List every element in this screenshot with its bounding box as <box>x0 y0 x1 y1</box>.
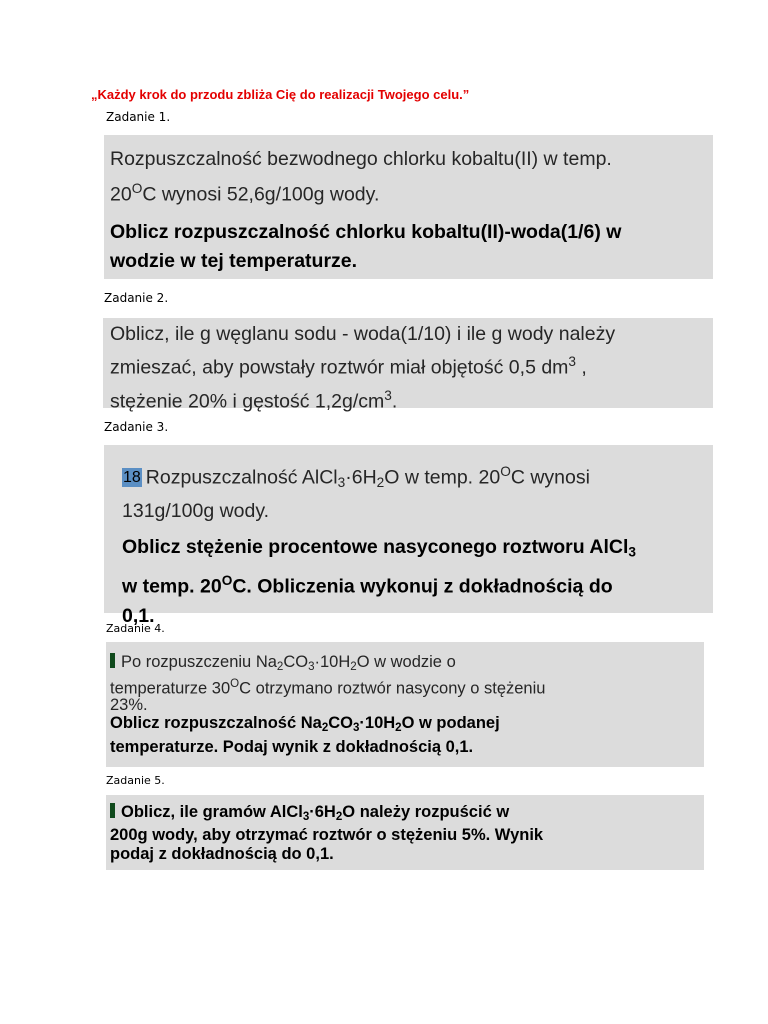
task-3-box <box>104 445 713 627</box>
task-number-badge: 18 <box>123 468 141 486</box>
task-4-question: Oblicz rozpuszczalność $Na_2CO_3\cdot 10H_2O$ w podanej temperaturze. Podaj wynik z dokładnością 0,1. <box>110 714 500 757</box>
task-3-label: Zadanie 3. <box>104 420 169 434</box>
task-1-question: Oblicz rozpuszczalność chlorku kobaltu(II)-woda(1/6) w wodzie w tej temperaturze. <box>110 220 622 272</box>
task-1-box <box>104 135 713 279</box>
task-5-label: Zadanie 5. <box>106 774 165 787</box>
task-4-box <box>106 642 704 767</box>
task-3-statement: 18 Rozpuszczalność $AlCl_3\cdot 6H_2O$ w temp. $20^OC$ wynosi 131g/100g wody. <box>122 464 590 522</box>
task-1-label: Zadanie 1. <box>106 110 171 124</box>
task-3-question: Oblicz stężenie procentowe nasyconego roztworu AlCl$_3$ w temp. $20^OC$. Obliczenia wykonuj z dokładnością do 0,1. <box>122 535 636 627</box>
motto: „Każdy krok do przodu zbliża Cię do realizacji Twojego celu.” <box>91 87 470 102</box>
task-2-box <box>103 318 713 412</box>
task-4-statement: Po rozpuszczeniu $Na_2CO_3\cdot 10H_2O$ w wodzie o temperaturze $30^OC$ otrzymano roztwór nasycony o stężeniu 23%. <box>110 653 546 715</box>
task-2-statement: Oblicz, ile g węglanu sodu - woda(1/10) i ile g wody należy zmieszać, aby powstały roztwór miał objętość 0,5 $dm^3$ , stężenie 20% i gęstość $1,2g/cm^3$. <box>110 323 616 412</box>
task-5-question: Oblicz, ile gramów $AlCl_3\cdot 6H_2O$ należy rozpuścić w 200g wody, aby otrzymać roztwór o stężeniu 5%. Wynik podaj z dokładnością do 0,1. <box>110 803 544 863</box>
task-5-box <box>106 795 704 870</box>
task-4-label: Zadanie 4. <box>106 622 165 635</box>
marker-bar <box>110 803 115 818</box>
marker-bar <box>110 653 115 668</box>
task-2-label: Zadanie 2. <box>104 291 169 305</box>
task-1-statement: Rozpuszczalność bezwodnego chlorku kobaltu(II) w temp. $20^OC$ wynosi 52,6g/100g wody. <box>110 148 612 206</box>
